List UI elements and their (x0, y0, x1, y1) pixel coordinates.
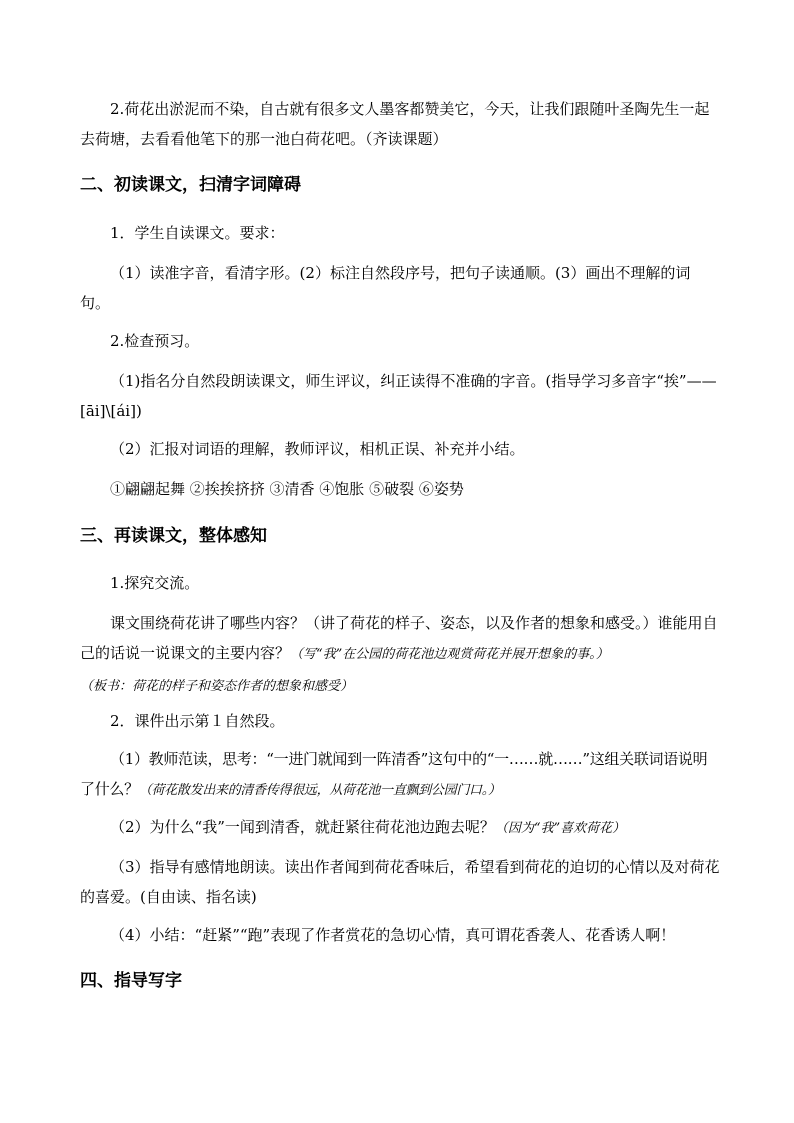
section-heading-4: 四、指导写字 (80, 971, 182, 991)
section-3-item-2-4: （4）小结：“赶紧”“跑”表现了作者赏花的急切心情，真可谓花香袭人、花香诱人啊！ (110, 926, 676, 944)
section-3-item-2: 2．课件出示第１自然段。 (110, 712, 285, 730)
section-3-item-1: 1.探究交流。 (110, 574, 200, 592)
section-3-item-2-3: （3）指导有感情地朗读。读出作者闻到荷花香味后，希望看到荷花的迫切的心情以及对荷花的喜爱。(自由读、指名读) (80, 858, 720, 906)
section-heading-3: 三、再读课文，整体感知 (80, 526, 267, 546)
section-3-item-2-2-body: （2）为什么“我”一闻到清香，就赶紧往荷花池边跑去呢？ (110, 818, 495, 836)
section-2-item-2-2: （2）汇报对词语的理解，教师评议，相机正误、补充并小结。 (110, 440, 525, 458)
section-3-item-2-1-note: （荷花散发出来的清香传得很远，从荷花池一直飘到公园门口。） (138, 783, 501, 798)
section-2-item-1-requirements: （1）读准字音，看清字形。(2）标注自然段序号，把句子读通顺。(3）画出不理解的词句。 (80, 264, 691, 312)
section-2-item-2: 2.检查预习。 (110, 332, 200, 350)
section-3-item-1-note: （写“我”在公园的荷花池边观赏荷花并展开想象的事。） (290, 647, 609, 662)
section-3-item-1-body: 课文围绕荷花讲了哪些内容？（讲了荷花的样子、姿态，以及作者的想象和感受。）谁能用自己的话说一说课文的主要内容？ (80, 614, 718, 662)
section-heading-2: 二、初读课文，扫清字词障碍 (80, 175, 301, 195)
intro-paragraph-2: 2.荷花出淤泥而不染，自古就有很多文人墨客都赞美它，今天，让我们跟随叶圣陶先生一起去荷塘，去看看他笔下的那一池白荷花吧。（齐读课题） (80, 100, 710, 148)
section-2-word-list: ①翩翩起舞 ②挨挨挤挤 ③清香 ④饱胀 ⑤破裂 ⑥姿势 (110, 480, 464, 498)
section-3-item-1-text (80, 608, 720, 702)
section-2-item-2-1: （1)指名分自然段朗读课文，师生评议，纠正读得不准确的字音。(指导学习多音字“挨”——[āi]\[ái]) (80, 372, 717, 420)
section-3-item-2-1 (80, 744, 720, 806)
section-3-item-2-2 (80, 812, 720, 844)
section-3-item-2-1-body: （1）教师范读，思考：“一进门就闻到一阵清香”这句中的“一……就……”这组关联词语说明了什么？ (80, 750, 708, 798)
section-2-item-1: 1．学生自读课文。要求： (110, 224, 285, 242)
section-3-item-2-2-note: （因为“我”喜欢荷花） (494, 821, 626, 836)
section-3-board-note: （板书：荷花的样子和姿态作者的想象和感受） (80, 679, 354, 694)
